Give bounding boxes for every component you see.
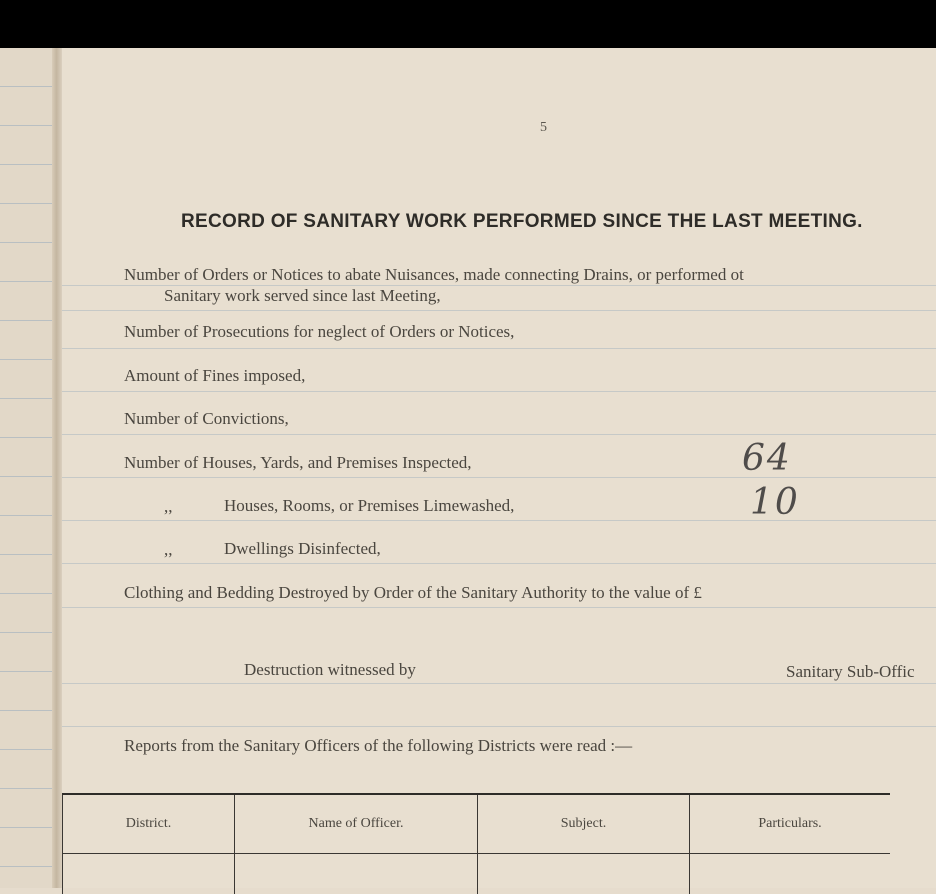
column-header-officer: Name of Officer. bbox=[235, 794, 478, 854]
ruled-line bbox=[62, 310, 936, 311]
ruled-line bbox=[62, 607, 936, 608]
limewashed-line: Houses, Rooms, or Premises Limewashed, bbox=[224, 496, 514, 516]
handwritten-limewashed-value: 10 bbox=[750, 482, 800, 523]
handwritten-inspected-value: 64 bbox=[742, 438, 792, 479]
ruled-line bbox=[62, 520, 936, 521]
page-title: RECORD OF SANITARY WORK PERFORMED SINCE THE LAST MEETING. bbox=[181, 211, 863, 233]
sub-officer-label: Sanitary Sub-Offic bbox=[786, 662, 915, 682]
ruled-line bbox=[62, 683, 936, 684]
convictions-line: Number of Convictions, bbox=[124, 409, 289, 429]
fines-line: Amount of Fines imposed, bbox=[124, 366, 305, 386]
ruled-line bbox=[62, 563, 936, 564]
ditto-mark: ,, bbox=[164, 497, 173, 517]
orders-line-2: Sanitary work served since last Meeting, bbox=[164, 286, 441, 306]
prosecutions-line: Number of Prosecutions for neglect of Orders or Notices, bbox=[124, 322, 514, 342]
column-header-subject: Subject. bbox=[478, 794, 690, 854]
destruction-witness-label: Destruction witnessed by bbox=[244, 660, 416, 680]
districts-table bbox=[62, 793, 890, 894]
inspected-line: Number of Houses, Yards, and Premises Inspected, bbox=[124, 453, 472, 473]
ruled-line bbox=[62, 477, 936, 478]
book-gutter bbox=[52, 48, 62, 888]
ruled-line bbox=[62, 391, 936, 392]
black-top-bar bbox=[0, 0, 936, 48]
ruled-line bbox=[62, 434, 936, 435]
ditto-mark: ,, bbox=[164, 540, 173, 560]
clothing-line: Clothing and Bedding Destroyed by Order of the Sanitary Authority to the value of £ bbox=[124, 583, 702, 603]
reports-line: Reports from the Sanitary Officers of the following Districts were read :— bbox=[124, 736, 632, 756]
table-header-row bbox=[63, 794, 891, 854]
ruled-line bbox=[62, 726, 936, 727]
ruled-line bbox=[62, 348, 936, 349]
column-header-district: District. bbox=[63, 794, 235, 854]
orders-line-1: Number of Orders or Notices to abate Nuisances, made connecting Drains, or performed ot bbox=[124, 265, 744, 285]
left-ledger-page bbox=[0, 48, 57, 888]
column-header-particulars: Particulars. bbox=[690, 794, 891, 854]
disinfected-line: Dwellings Disinfected, bbox=[224, 539, 381, 559]
page-number: 5 bbox=[540, 120, 547, 136]
